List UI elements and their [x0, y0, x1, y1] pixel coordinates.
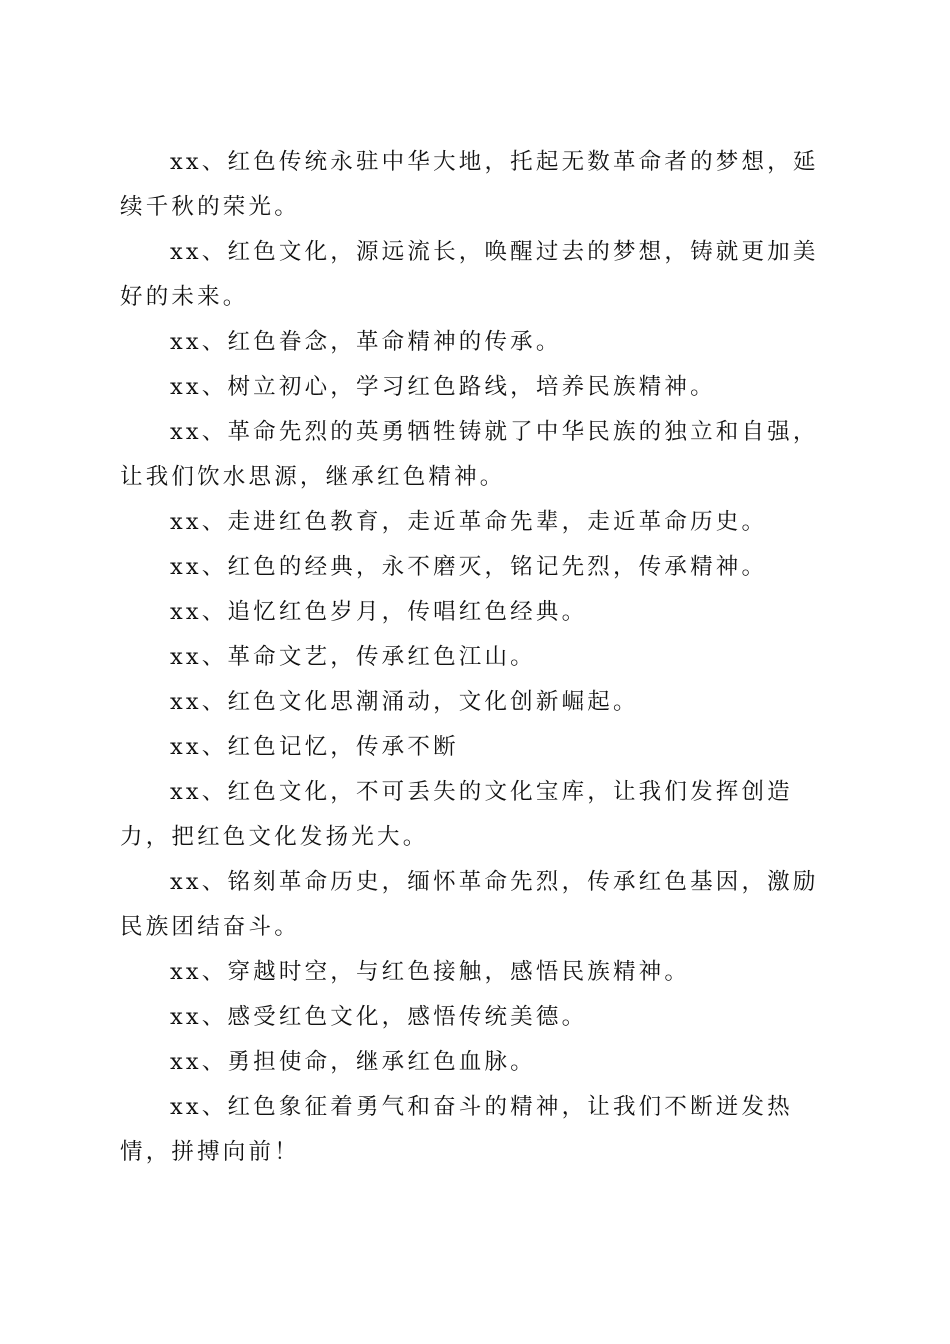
- paragraph: xx、追忆红色岁月，传唱红色经典。: [170, 599, 588, 625]
- paragraph: xx、红色的经典，永不磨灭，铭记先烈，传承精神。: [170, 554, 768, 580]
- paragraph: xx、革命文艺，传承红色江山。: [170, 644, 536, 670]
- paragraph: xx、红色文化思潮涌动，文化创新崛起。: [170, 689, 639, 715]
- paragraph: xx、红色传统永驻中华大地，托起无数革命者的梦想，延续千秋的荣光。: [120, 149, 819, 220]
- paragraph: xx、红色文化，源远流长，唤醒过去的梦想，铸就更加美好的未来。: [120, 239, 819, 310]
- paragraph: xx、树立初心，学习红色路线，培养民族精神。: [170, 374, 716, 400]
- document-body: [120, 140, 832, 1175]
- paragraph: xx、革命先烈的英勇牺牲铸就了中华民族的独立和自强，让我们饮水思源，继承红色精神。: [120, 419, 819, 490]
- paragraph: xx、红色记忆，传承不断: [170, 734, 459, 760]
- paragraph: xx、走进红色教育，走近革命先辈，走近革命历史。: [170, 509, 768, 535]
- paragraph: xx、红色象征着勇气和奋斗的精神，让我们不断迸发热情，拼搏向前！: [120, 1094, 793, 1165]
- paragraph: xx、红色文化，不可丢失的文化宝库，让我们发挥创造力，把红色文化发扬光大。: [120, 779, 793, 850]
- paragraph: xx、铭刻革命历史，缅怀革命先烈，传承红色基因，激励民族团结奋斗。: [120, 869, 819, 940]
- paragraph: xx、感受红色文化，感悟传统美德。: [170, 1004, 588, 1030]
- paragraph: xx、穿越时空，与红色接触，感悟民族精神。: [170, 959, 691, 985]
- paragraph: xx、红色眷念，革命精神的传承。: [170, 329, 562, 355]
- paragraph: xx、勇担使命，继承红色血脉。: [170, 1049, 536, 1075]
